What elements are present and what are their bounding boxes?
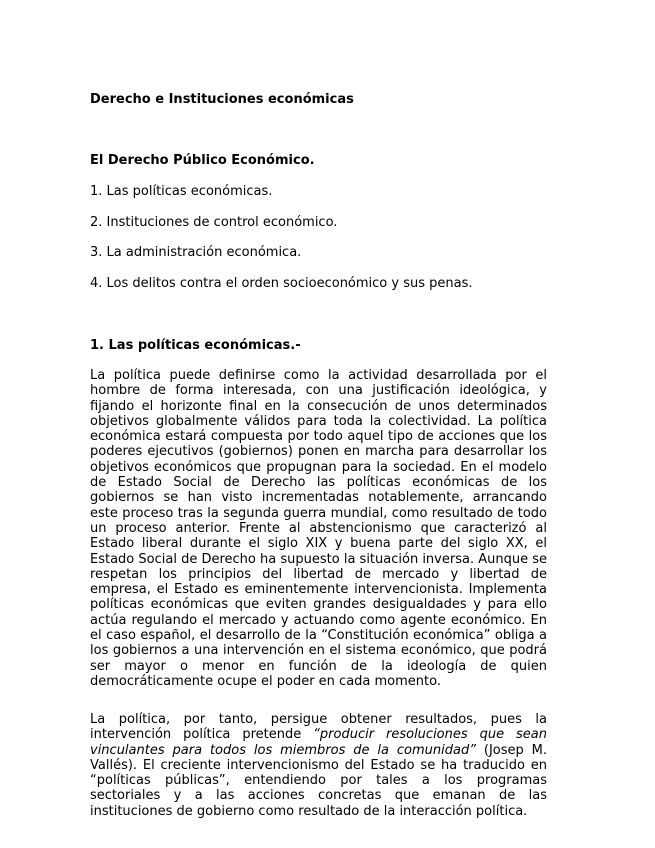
toc-item: 4. Los delitos contra el orden socioeconómico y sus penas. xyxy=(90,276,473,291)
paragraph-2-text: (Josep M. Vallés). El creciente intervencionismo del Estado se ha traducido en “políticas públicas”, entendiendo por tales a los programas sectoriales y a las acciones concretas que emanan de las instituciones de gobierno como resultado de la interacción política. xyxy=(90,742,547,819)
toc-item: 2. Instituciones de control económico. xyxy=(90,215,338,230)
subsection-heading: 1. Las políticas económicas.- xyxy=(90,338,301,353)
document-title: Derecho e Instituciones económicas xyxy=(90,92,354,107)
body-paragraph-1: La política puede definirse como la actividad desarrollada por el hombre de forma interesada, con una justificación ideológica, y fijando el horizonte final en la consecución de unos determinados objetivos globalmente válidos para toda la colectividad. La política económica estará compuesta por todo aquel tipo de acciones que los poderes ejecutivos (gobiernos) ponen en marcha para desarrollar los objetivos económicos que propugnan para la sociedad. En el modelo de Estado Social de Derecho las políticas económicas de los gobiernos se han visto incrementadas notablemente, arrancando este proceso tras la segunda guerra mundial, como resultado de todo un proceso anterior. Frente al abstencionismo que caracterizó al Estado liberal durante el siglo XIX y buena parte del siglo XX, el Estado Social de Derecho ha supuesto la situación inversa. Aunque se respetan los principios del libertad de mercado y libertad de empresa, el Estado es eminentemente intervencionista. Implementa políticas económicas que eviten grandes desigualdades y para ello actúa regulando el mercado y actuando como agente económico. En el caso español, el desarrollo de la “Constitución económica” obliga a los gobiernos a una intervención en el sistema económico, que podrá ser mayor o menor en función de la ideología de quien democráticamente ocupe el poder en cada momento. xyxy=(90,368,547,689)
paragraph-2-text: La política, por tanto, persigue obtener resultados, pues la intervención política pretende xyxy=(90,712,547,743)
paragraph-2-quote: “producir resoluciones que sean vinculantes para todos los miembros de la comunidad” xyxy=(90,727,548,758)
toc-item: 3. La administración económica. xyxy=(90,245,302,260)
body-paragraph-2 xyxy=(90,712,547,819)
section-heading: El Derecho Público Económico. xyxy=(90,153,315,168)
toc-item: 1. Las políticas económicas. xyxy=(90,184,273,199)
